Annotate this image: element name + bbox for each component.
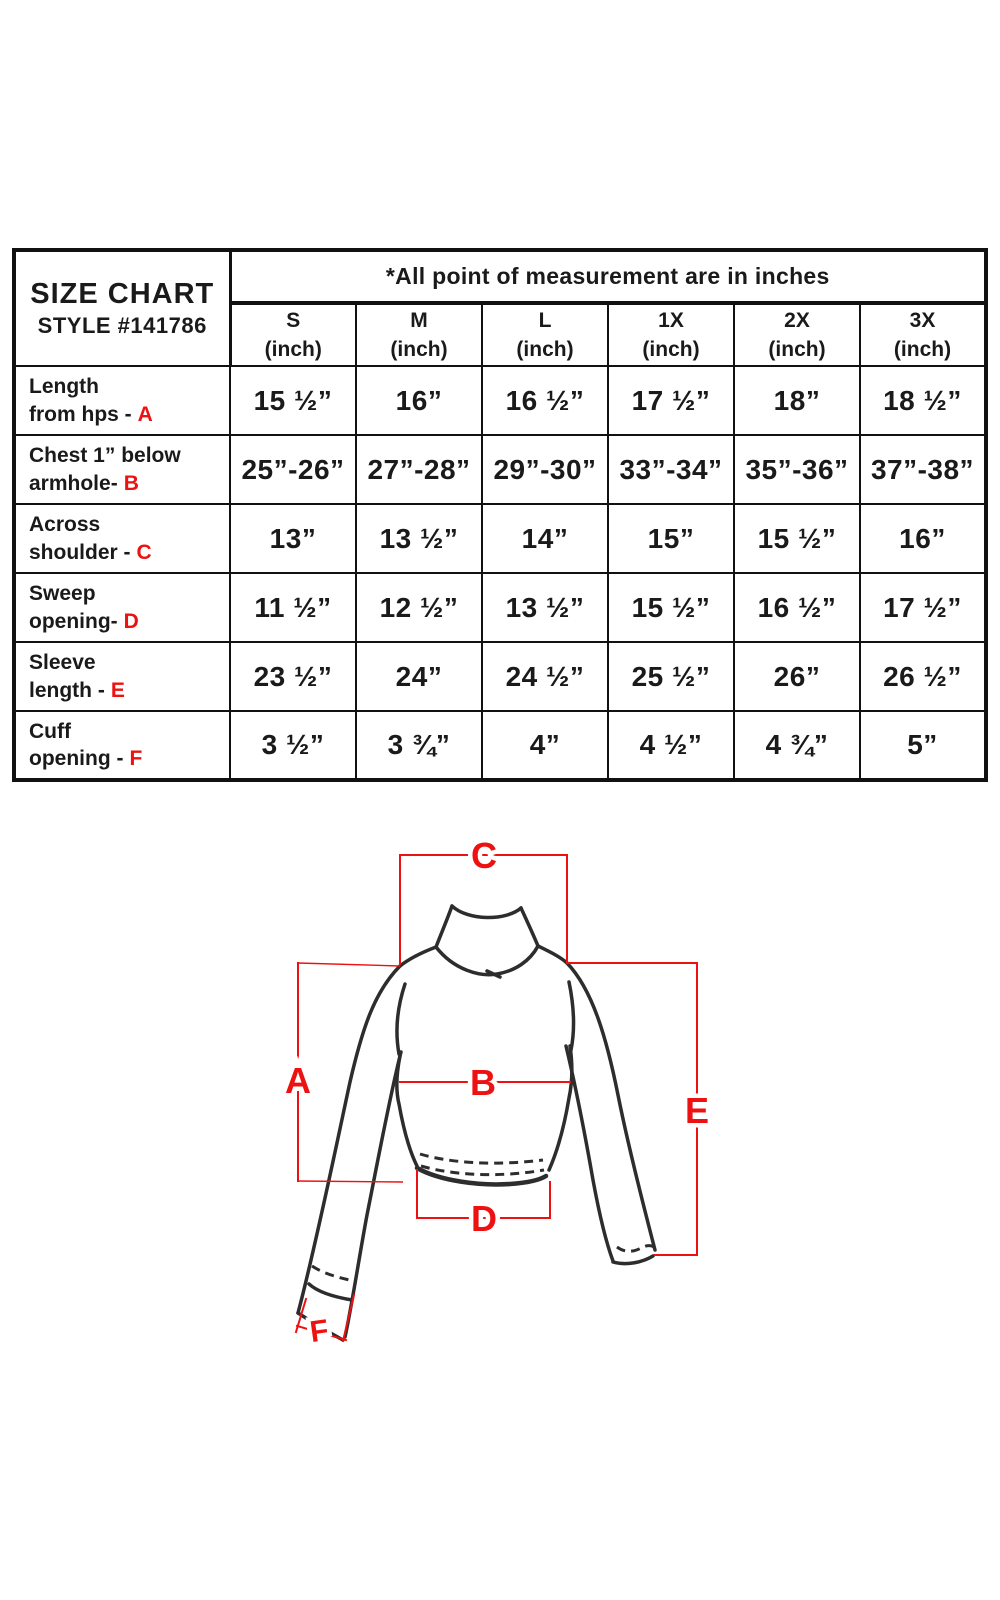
row-label-line1: Across bbox=[29, 513, 101, 537]
right-cuff-stitching bbox=[617, 1246, 654, 1252]
size-name: 3X bbox=[909, 308, 936, 332]
cell-chest-2x: 35”-36” bbox=[734, 435, 860, 504]
cell-length-3x: 18 ½” bbox=[860, 366, 986, 435]
cell-shoulder-3x: 16” bbox=[860, 504, 986, 573]
row-label-shoulder bbox=[14, 504, 230, 573]
label-f: F bbox=[307, 1313, 331, 1350]
cell-length-l: 16 ½” bbox=[482, 366, 608, 435]
table-row-sleeve bbox=[14, 642, 986, 711]
row-label-line1: Sweep bbox=[29, 582, 96, 606]
measure-letter-b: B bbox=[123, 471, 139, 495]
size-unit: (inch) bbox=[642, 338, 700, 361]
size-name: M bbox=[410, 308, 428, 332]
cell-sleeve-1x: 25 ½” bbox=[608, 642, 734, 711]
cell-sleeve-l: 24 ½” bbox=[482, 642, 608, 711]
row-label-text: armhole- bbox=[29, 471, 118, 495]
dim-a-top-tick bbox=[298, 963, 400, 966]
left-sleeve-outer bbox=[298, 966, 400, 1313]
row-label-line2 bbox=[29, 401, 229, 428]
size-name: 1X bbox=[658, 308, 684, 332]
label-a: A bbox=[285, 1060, 311, 1101]
size-name: 2X bbox=[784, 308, 810, 332]
cell-sweep-m: 12 ½” bbox=[356, 573, 482, 642]
measure-letter-d: D bbox=[123, 609, 139, 633]
dim-line-f-right bbox=[343, 1295, 354, 1341]
table-row-length bbox=[14, 366, 986, 435]
size-unit: (inch) bbox=[893, 338, 952, 361]
cell-length-2x: 18” bbox=[734, 366, 860, 435]
header-row-note bbox=[14, 250, 986, 303]
page-title: SIZE CHART bbox=[30, 277, 215, 310]
cell-chest-1x: 33”-34” bbox=[608, 435, 734, 504]
style-number: STYLE #141786 bbox=[37, 313, 207, 339]
column-header-l bbox=[482, 303, 608, 366]
row-label-text: opening- bbox=[29, 609, 118, 633]
size-chart-table bbox=[12, 248, 988, 782]
table-row-cuff bbox=[14, 711, 986, 780]
column-header-2x bbox=[734, 303, 860, 366]
left-shoulder bbox=[400, 947, 436, 966]
table-row-chest bbox=[14, 435, 986, 504]
hem-stitch-row2 bbox=[421, 1166, 544, 1175]
cell-length-s: 15 ½” bbox=[230, 366, 356, 435]
cell-shoulder-1x: 15” bbox=[608, 504, 734, 573]
row-label-line1: Length bbox=[29, 375, 99, 399]
cell-sleeve-s: 23 ½” bbox=[230, 642, 356, 711]
cell-shoulder-2x: 15 ½” bbox=[734, 504, 860, 573]
right-shoulder bbox=[538, 946, 567, 963]
cell-shoulder-l: 14” bbox=[482, 504, 608, 573]
cell-chest-l: 29”-30” bbox=[482, 435, 608, 504]
row-label-line1: Sleeve bbox=[29, 651, 96, 675]
size-unit: (inch) bbox=[516, 338, 574, 361]
row-label-cuff bbox=[14, 711, 230, 780]
row-label-text: length - bbox=[29, 678, 105, 702]
size-name: L bbox=[538, 308, 552, 332]
cell-cuff-2x: 4 ¾” bbox=[734, 711, 860, 780]
table-row-sweep bbox=[14, 573, 986, 642]
cell-length-m: 16” bbox=[356, 366, 482, 435]
cell-sleeve-m: 24” bbox=[356, 642, 482, 711]
left-cuff-line bbox=[309, 1284, 352, 1300]
size-name: S bbox=[286, 308, 301, 332]
table-row-shoulder bbox=[14, 504, 986, 573]
measure-letter-f: F bbox=[129, 747, 143, 770]
cell-cuff-m: 3 ¾” bbox=[356, 711, 482, 780]
cell-sweep-1x: 15 ½” bbox=[608, 573, 734, 642]
row-label-line1: Chest 1” below bbox=[29, 444, 181, 468]
row-label-text: from hps - bbox=[29, 402, 132, 426]
size-unit: (inch) bbox=[390, 338, 448, 361]
row-label-line2 bbox=[29, 745, 229, 772]
collar-left bbox=[436, 906, 452, 947]
column-header-1x bbox=[608, 303, 734, 366]
cell-shoulder-m: 13 ½” bbox=[356, 504, 482, 573]
cell-chest-m: 27”-28” bbox=[356, 435, 482, 504]
cell-sleeve-2x: 26” bbox=[734, 642, 860, 711]
row-label-chest bbox=[14, 435, 230, 504]
cell-cuff-s: 3 ½” bbox=[230, 711, 356, 780]
cell-cuff-1x: 4 ½” bbox=[608, 711, 734, 780]
measurement-note: *All point of measurement are in inches bbox=[230, 250, 986, 303]
label-d: D bbox=[471, 1198, 497, 1239]
label-b: B bbox=[470, 1062, 496, 1103]
row-label-text: shoulder - bbox=[29, 540, 131, 564]
row-label-length bbox=[14, 366, 230, 435]
cell-length-1x: 17 ½” bbox=[608, 366, 734, 435]
collar-right bbox=[521, 908, 538, 946]
cell-cuff-3x: 5” bbox=[860, 711, 986, 780]
row-label-sweep bbox=[14, 573, 230, 642]
cell-chest-3x: 37”-38” bbox=[860, 435, 986, 504]
size-unit: (inch) bbox=[768, 338, 826, 361]
cell-shoulder-s: 13” bbox=[230, 504, 356, 573]
row-label-line2 bbox=[29, 677, 229, 704]
column-header-m bbox=[356, 303, 482, 366]
left-armhole-seam bbox=[397, 984, 405, 1054]
label-e: E bbox=[684, 1090, 710, 1131]
cell-chest-s: 25”-26” bbox=[230, 435, 356, 504]
row-label-line1: Cuff bbox=[29, 719, 71, 743]
left-cuff-stitching bbox=[312, 1266, 354, 1281]
cell-sweep-3x: 17 ½” bbox=[860, 573, 986, 642]
right-cuff-end bbox=[613, 1256, 653, 1264]
dim-a-bottom-tick bbox=[298, 1181, 403, 1182]
dim-line-e bbox=[567, 963, 697, 1255]
row-label-text: opening - bbox=[29, 747, 124, 770]
table-title-cell bbox=[14, 250, 230, 366]
row-label-line2 bbox=[29, 539, 229, 566]
sweater-sketch bbox=[298, 906, 655, 1340]
right-armhole-seam bbox=[569, 982, 573, 1050]
measure-letter-e: E bbox=[110, 678, 125, 702]
column-header-s bbox=[230, 303, 356, 366]
row-label-line2 bbox=[29, 608, 229, 635]
measure-letter-a: A bbox=[137, 402, 153, 426]
sweater-measurement-diagram bbox=[250, 792, 750, 1357]
right-side-seam bbox=[549, 1046, 572, 1170]
size-unit: (inch) bbox=[264, 338, 322, 361]
cell-sleeve-3x: 26 ½” bbox=[860, 642, 986, 711]
cell-sweep-l: 13 ½” bbox=[482, 573, 608, 642]
cell-sweep-2x: 16 ½” bbox=[734, 573, 860, 642]
measure-letter-c: C bbox=[136, 540, 152, 564]
left-side-seam bbox=[397, 1056, 417, 1166]
collar-top bbox=[452, 906, 521, 918]
hem-stitch-row1 bbox=[420, 1154, 543, 1163]
row-label-sleeve bbox=[14, 642, 230, 711]
row-label-line2 bbox=[29, 470, 229, 497]
column-header-3x bbox=[860, 303, 986, 366]
cell-sweep-s: 11 ½” bbox=[230, 573, 356, 642]
label-c: C bbox=[471, 835, 497, 876]
cell-cuff-l: 4” bbox=[482, 711, 608, 780]
